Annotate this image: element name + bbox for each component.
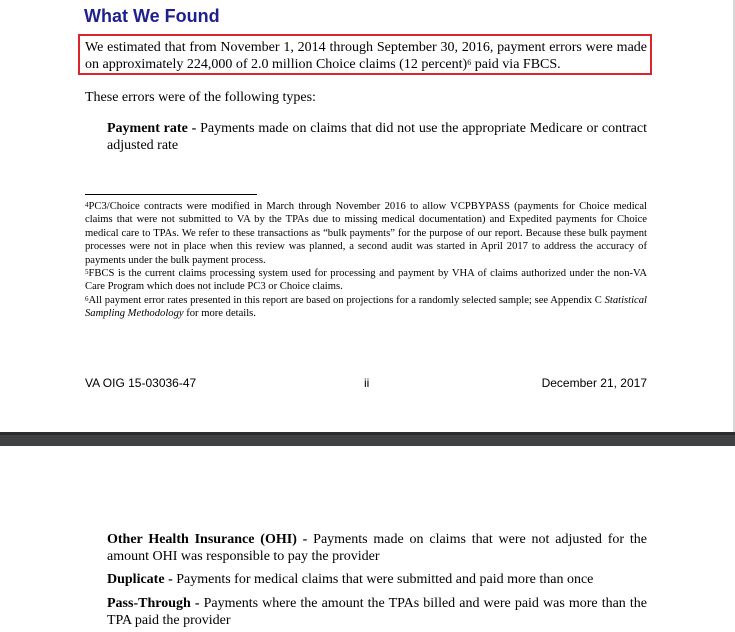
footer-page-number: ii [364,376,370,390]
error-type-desc: Payments made on claims that were not adjusted for the amount OHI was responsible to pay the provider [107,532,647,564]
error-type-ohi [107,531,647,565]
footnote-rule [85,194,257,195]
footnote-text: FBCS is the current claims processing system used for processing and payment by VHA of claims authorized under the non-VA Care Program which does not include PC3 or Choice claims. [85,268,647,293]
error-type-duplicate [107,571,647,588]
term-separator: - [296,532,314,547]
error-type-desc: Payments where the amount the TPAs billed and were paid was more than the TPA paid the provider [107,596,647,628]
footnote-number: 6 [85,294,89,303]
error-type-term: Duplicate [107,572,165,587]
footnotes [85,200,647,321]
error-type-desc: Payments made on claims that did not use the appropriate Medicare or contract adjusted rate [107,121,648,153]
section-title: What We Found [84,6,220,26]
footer-date: December 21, 2017 [541,376,647,390]
error-type-term: Other Health Insurance (OHI) [107,532,297,547]
footnote-text-a: All payment error rates presented in this report are based on projections for a randomly selected sample; see Appendix C [88,294,605,306]
footnote-text: PC3/Choice contracts were modified in March through November 2016 to allow VCPBYPASS (payments for Choice medical claims that were not submitted to VA by the TPAs due to missing medical documentation) and Expedited payments for Choice medical care to TPAs. We refer to these transactions as “bulk payments” for the purpose of our report. Because these bulk payment processes were not in place when this review was planned, a second audit was started in April 2017 to address the accuracy of payments under the bulk payment process. [85,201,647,266]
finding-text-b: paid via FBCS. [471,57,561,72]
footnote-text-b: for more details. [183,308,256,320]
error-type-term: Payment rate [107,121,188,136]
footer-report-number: VA OIG 15-03036-47 [85,376,197,390]
footnote-4 [85,200,647,267]
footnote-6 [85,294,647,321]
footnote-emphasis: Statistical Sampling Methodology [85,294,647,320]
term-separator: - [190,596,204,611]
term-separator: - [164,572,177,587]
highlighted-finding [85,39,647,73]
footnote-5 [85,267,647,294]
error-type-pass-through [107,595,647,629]
finding-text-a: We estimated that from November 1, 2014 through September 30, 2016, payment errors were made on approximately 224,000 of 2.0 million Choice claims (12 percent) [85,40,647,72]
footnote-ref-6: 6 [467,58,472,67]
error-type-desc: Payments for medical claims that were submitted and paid more than once [176,572,594,587]
page-separator-shadow [0,432,735,435]
error-type-payment-rate [107,120,647,154]
page-separator [0,432,735,446]
intro-paragraph: These errors were of the following types: [85,90,316,105]
footnote-number: 5 [85,268,89,277]
document-page-2 [0,446,735,632]
term-separator: - [187,121,201,136]
error-type-term: Pass-Through [107,596,191,611]
footnote-number: 4 [85,201,89,209]
